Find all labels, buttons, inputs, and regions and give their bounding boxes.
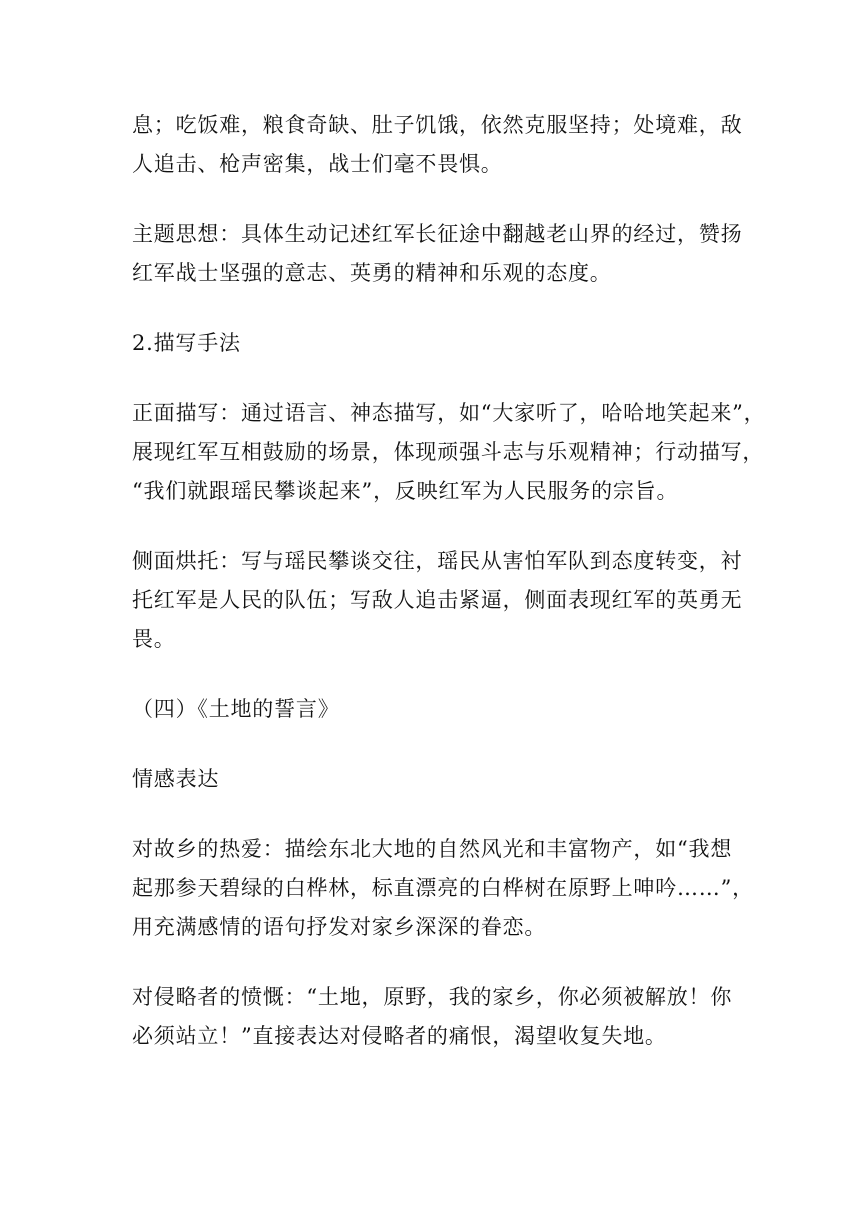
paragraph-side-contrast — [132, 542, 743, 659]
paragraph-direct-description — [132, 394, 766, 511]
text-line: 用充满感情的语句抒发对家乡深深的眷恋。 — [132, 915, 547, 939]
text-line: 主题思想：具体生动记述红军长征途中翻越老山界的经过，赞扬 — [132, 222, 743, 246]
text-line: 对故乡的热爱：描绘东北大地的自然风光和丰富物产，如“我想 — [132, 837, 733, 861]
text-line: 对侵略者的愤慨：“土地，原野，我的家乡，你必须被解放！你 — [132, 985, 733, 1009]
heading-description-techniques — [132, 324, 730, 363]
text-line: 起那参天碧绿的白桦林，标直漂亮的白桦树在原野上呻吟……”， — [132, 876, 754, 900]
heading-emotional-expression — [132, 760, 730, 799]
text-line: 人追击、枪声密集，战士们毫不畏惧。 — [132, 152, 503, 176]
text-line: 侧面烘托：写与瑶民攀谈交往，瑶民从害怕军队到态度转变，衬 — [132, 549, 743, 573]
text-line: 红军战士坚强的意志、英勇的精神和乐观的态度。 — [132, 261, 612, 285]
text-line: 正面描写：通过语言、神态描写，如“大家听了，哈哈地笑起来”， — [132, 401, 766, 425]
document-body — [132, 106, 766, 1087]
text-line: 畏。 — [132, 627, 176, 651]
paragraph-theme — [132, 215, 743, 293]
text-line: 展现红军互相鼓励的场景，体现顽强斗志与乐观精神；行动描写， — [132, 440, 765, 464]
heading-section-four — [132, 690, 730, 729]
paragraph-hardship-continued — [132, 106, 743, 184]
heading-text: 情感表达 — [132, 767, 220, 791]
text-line: 托红军是人民的队伍；写敌人追击紧逼，侧面表现红军的英勇无 — [132, 588, 743, 612]
text-line: 息；吃饭难，粮食奇缺、肚子饥饿，依然克服坚持；处境难，敌 — [132, 113, 743, 137]
text-line: “我们就跟瑶民攀谈起来”，反映红军为人民服务的宗旨。 — [132, 479, 679, 503]
heading-text: （四）《土地的誓言》 — [132, 697, 340, 721]
text-line: 必须站立！”直接表达对侵略者的痛恨，渴望收复失地。 — [132, 1024, 667, 1048]
paragraph-love-of-hometown — [132, 830, 754, 947]
heading-text: 2.描写手法 — [132, 331, 241, 355]
paragraph-indignation-at-invaders — [132, 978, 733, 1056]
